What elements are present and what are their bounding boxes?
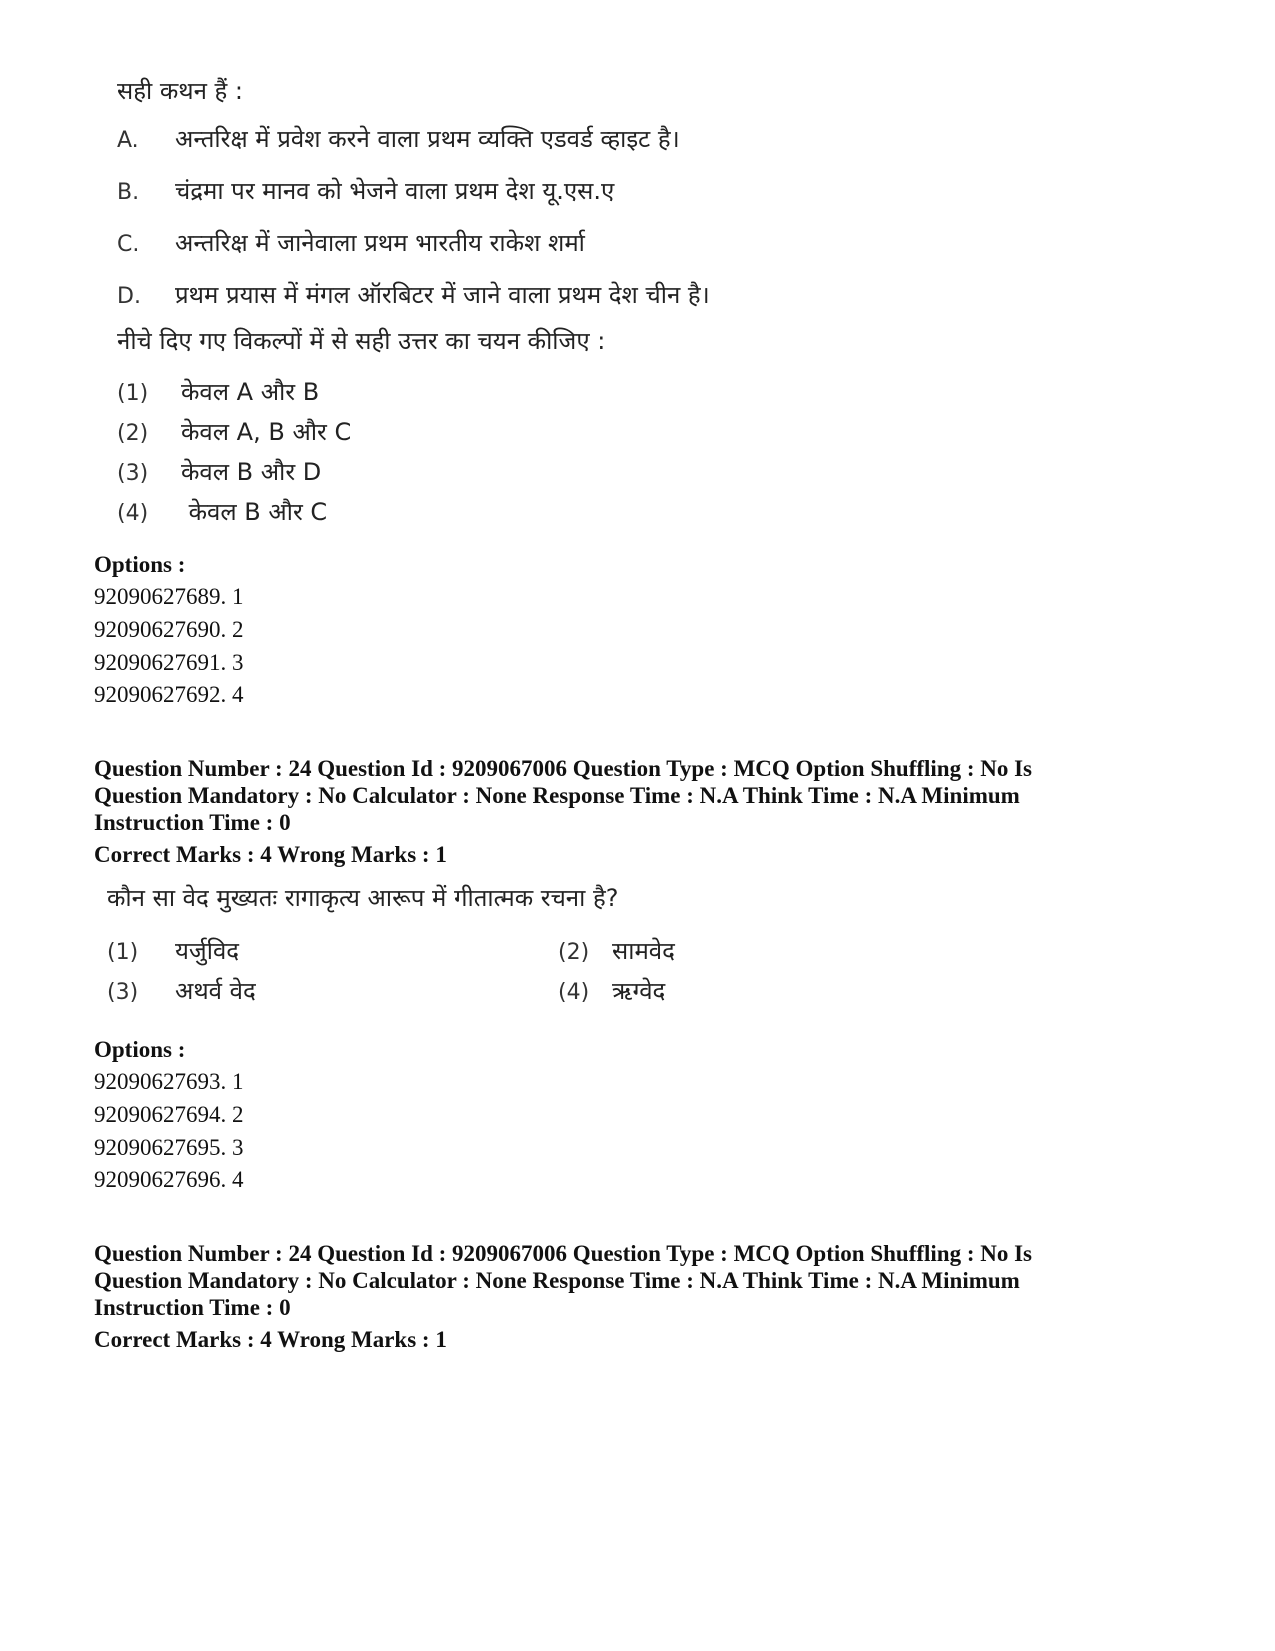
- choice-number: (4): [558, 980, 590, 1005]
- choice-text: अथर्व वेद: [175, 977, 256, 1005]
- choice-text: केवल A और B: [181, 378, 320, 406]
- q24-option-1: 92090627693. 1: [94, 1069, 244, 1094]
- q24-choice-3: [107, 974, 256, 1007]
- choice-number: (1): [117, 381, 149, 406]
- statement-label: C.: [117, 232, 140, 257]
- q23-heading: सही कथन हैं :: [117, 77, 243, 105]
- q23-statement-c: [117, 226, 585, 259]
- choice-number: (2): [117, 421, 149, 446]
- q24-choice-4: [558, 974, 665, 1007]
- choice-text: ऋग्वेद: [612, 977, 666, 1005]
- statement-text: प्रथम प्रयास में मंगल ऑरबिटर में जाने वाला प्रथम देश चीन है।: [175, 281, 710, 309]
- choice-number: (1): [107, 940, 139, 965]
- q23-statement-a: [117, 122, 680, 155]
- q23-option-2: 92090627690. 2: [94, 617, 244, 642]
- choice-text: केवल B और C: [181, 498, 328, 526]
- q23-choice-2: [117, 415, 351, 448]
- choice-text: केवल A, B और C: [181, 418, 352, 446]
- q24-choice-2: [558, 934, 675, 967]
- q24-option-4: 92090627696. 4: [94, 1167, 244, 1192]
- q23-options-label: Options :: [94, 552, 186, 577]
- q23-instruction: नीचे दिए गए विकल्पों में से सही उत्तर का चयन कीजिए :: [117, 327, 606, 355]
- choice-number: (4): [117, 501, 149, 526]
- q23-option-3: 92090627691. 3: [94, 650, 244, 675]
- q24-question: कौन सा वेद मुख्यतः रागाकृत्य आरूप में गीतात्मक रचना है?: [107, 884, 619, 912]
- q24-metadata: Question Number : 24 Question Id : 9209067006 Question Type : MCQ Option Shuffling : No Is Question Mandatory : No Calculator : None Response Time : N.A Think Time : N.A Minimum Instruction Time : 0: [94, 756, 1033, 835]
- statement-text: चंद्रमा पर मानव को भेजने वाला प्रथम देश यू.एस.ए: [175, 177, 615, 205]
- choice-number: (3): [117, 461, 149, 486]
- choice-text: यर्जुविद: [175, 937, 240, 965]
- statement-label: D.: [117, 284, 141, 309]
- choice-text: सामवेद: [612, 937, 675, 965]
- q23-statement-b: [117, 174, 614, 207]
- q24-option-3: 92090627695. 3: [94, 1135, 244, 1160]
- choice-number: (3): [107, 980, 139, 1005]
- q24-choice-1: [107, 934, 239, 967]
- choice-text: केवल B और D: [181, 458, 322, 486]
- statement-text: अन्तरिक्ष में प्रवेश करने वाला प्रथम व्यक्ति एडवर्ड व्हाइट है।: [175, 125, 680, 153]
- q23-choice-3: [117, 455, 321, 488]
- q24-option-2: 92090627694. 2: [94, 1102, 244, 1127]
- statement-text: अन्तरिक्ष में जानेवाला प्रथम भारतीय राकेश शर्मा: [175, 229, 585, 257]
- q23-image: [0, 0, 1275, 545]
- choice-number: (2): [558, 940, 590, 965]
- q23-statement-d: [117, 278, 710, 311]
- q24-marks: Correct Marks : 4 Wrong Marks : 1: [94, 842, 447, 867]
- q23-option-4: 92090627692. 4: [94, 682, 244, 707]
- q24-options-label: Options :: [94, 1037, 186, 1062]
- q23-choice-1: [117, 375, 319, 408]
- q23-choice-4: [117, 495, 327, 528]
- q23-option-1: 92090627689. 1: [94, 584, 244, 609]
- q25-metadata: Question Number : 24 Question Id : 9209067006 Question Type : MCQ Option Shuffling : No Is Question Mandatory : No Calculator : None Response Time : N.A Think Time : N.A Minimum Instruction Time : 0: [94, 1241, 1033, 1320]
- statement-label: B.: [117, 180, 140, 205]
- statement-label: A.: [117, 128, 139, 153]
- q25-marks: Correct Marks : 4 Wrong Marks : 1: [94, 1327, 447, 1352]
